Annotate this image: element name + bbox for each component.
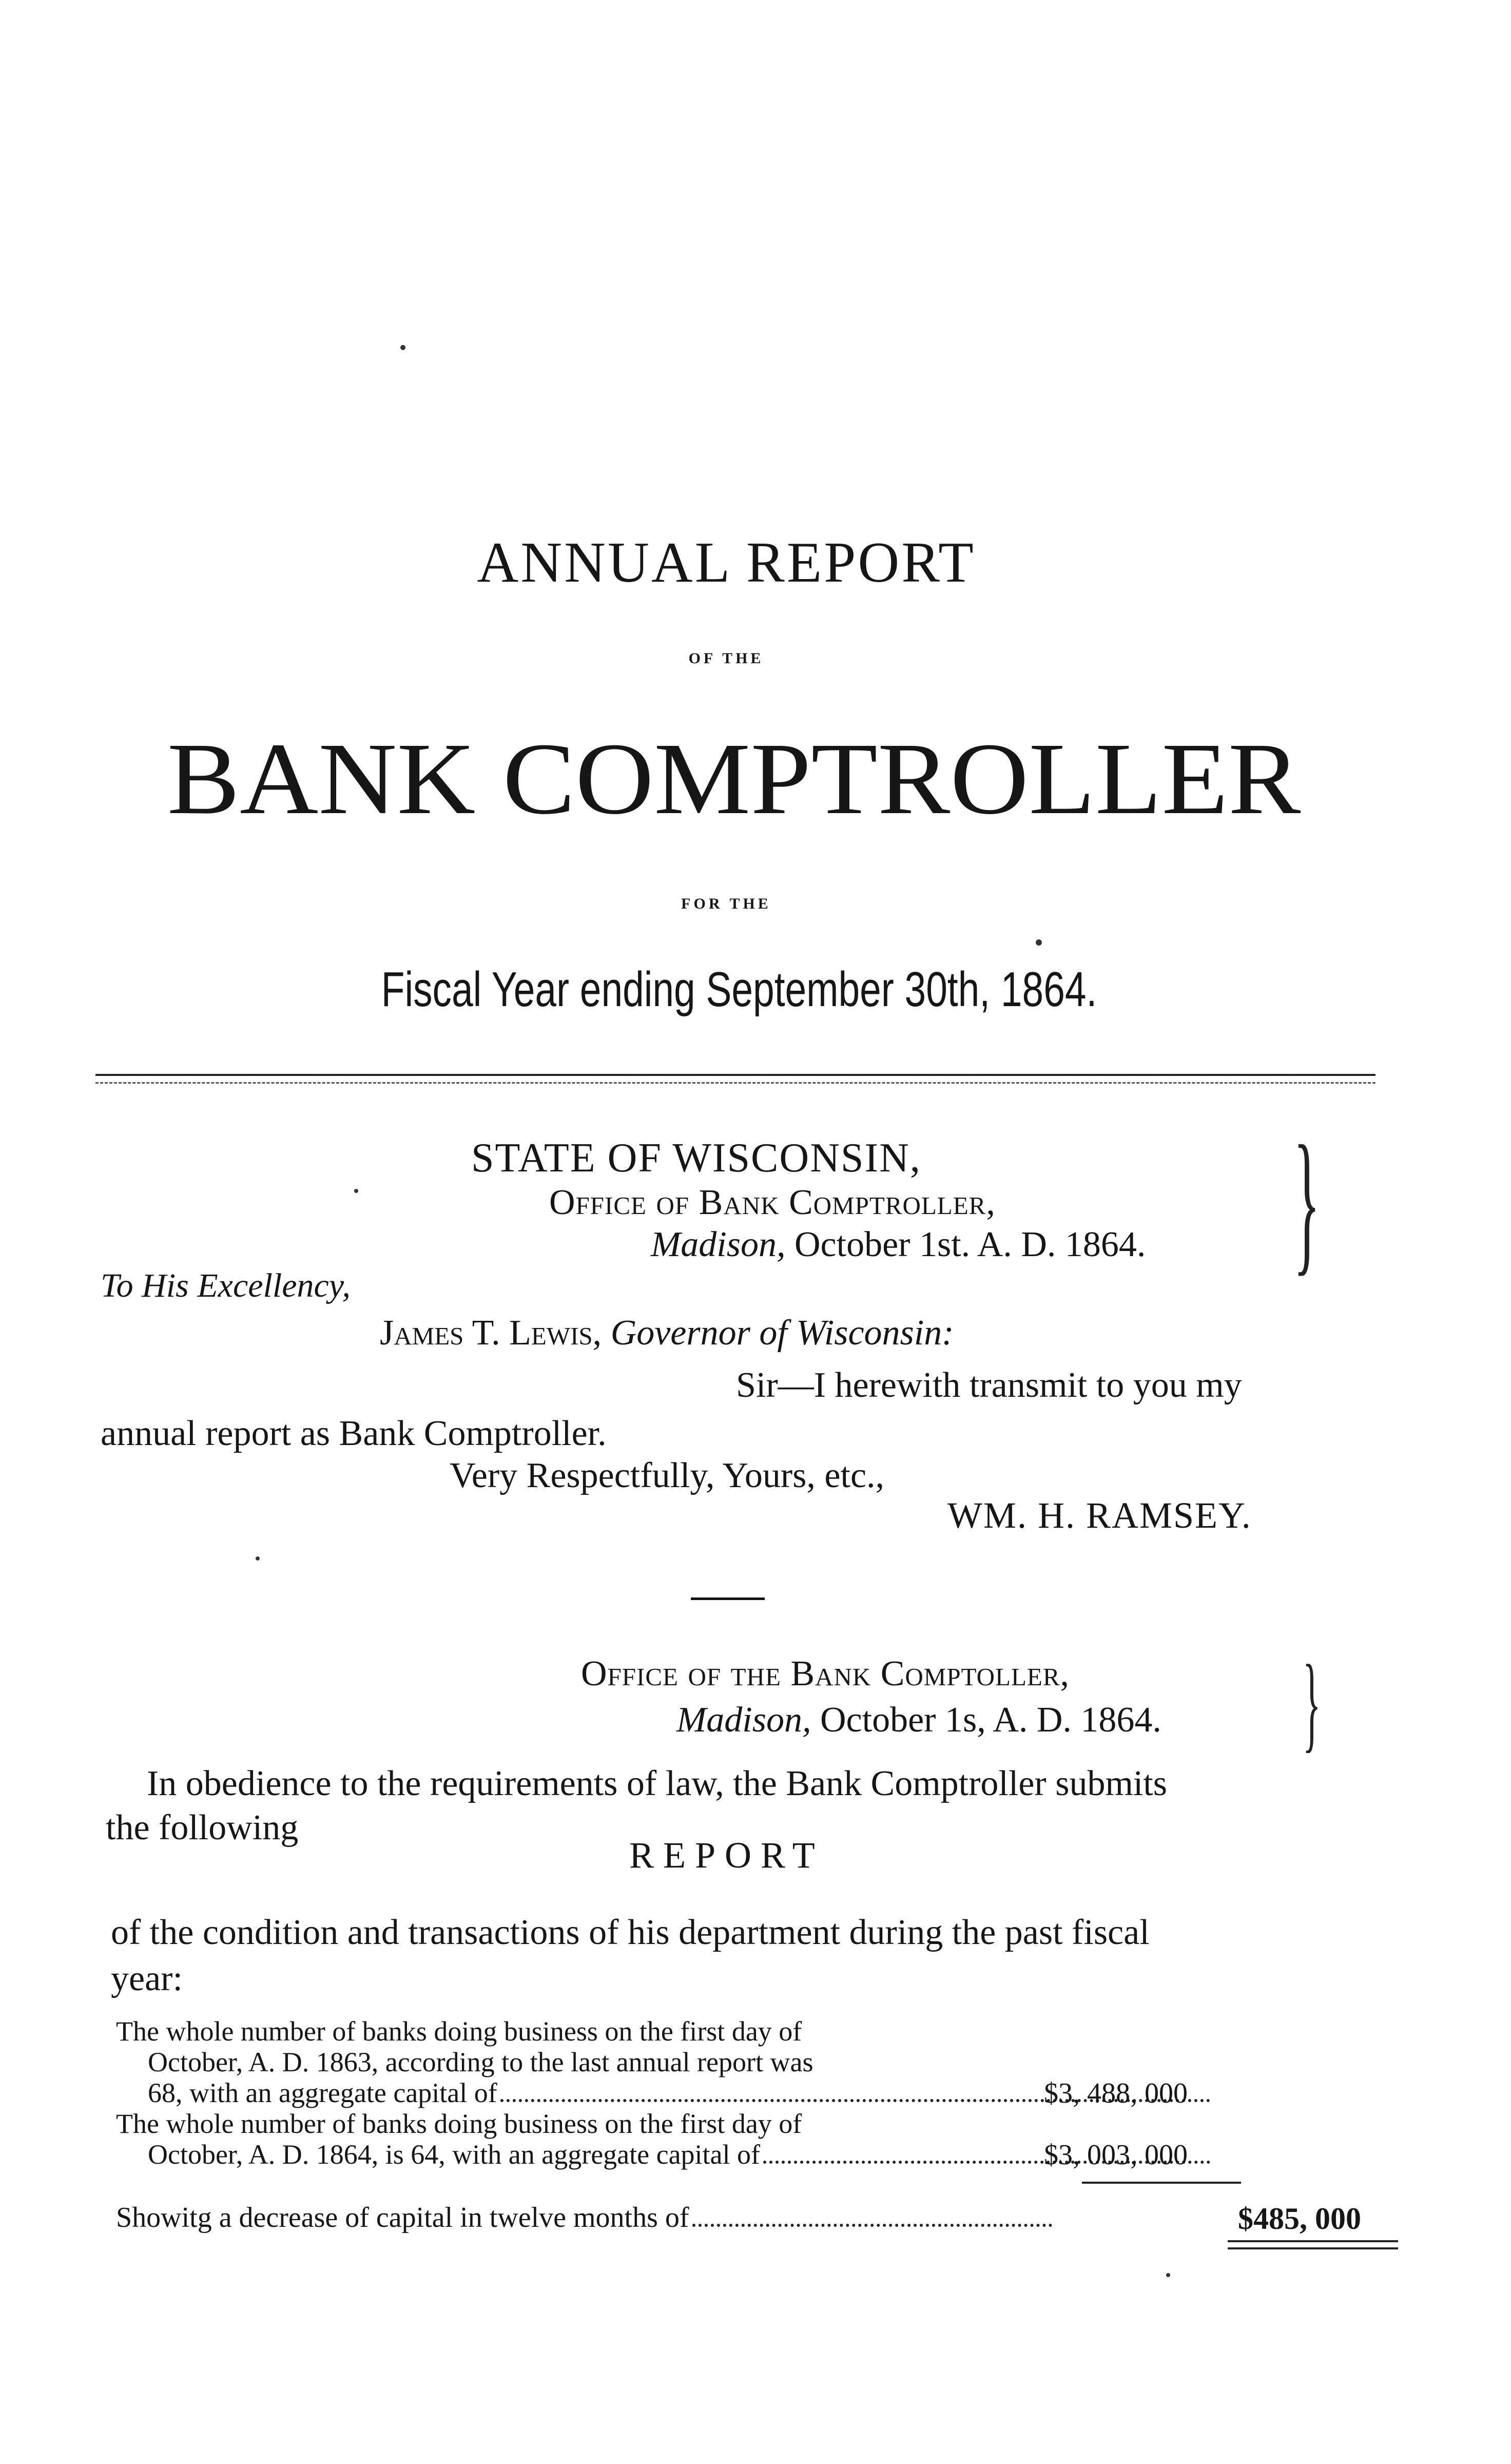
leader-dots [692,2224,1052,2227]
report-office: Office of the Bank Comptoller, [581,1654,1070,1693]
ink-dot [1036,939,1042,946]
statement-line-4: The whole number of banks doing business on the first day of [116,2108,802,2139]
amount-decrease: $485, 000 [1238,2202,1361,2236]
letter-recipient-name: James T. Lewis, [380,1313,602,1353]
section-divider [691,1597,765,1600]
report-intro-4: year: [111,1959,183,1998]
letter-date: October 1st. A. D. 1864. [795,1225,1146,1264]
title-rule-dashed [95,1082,1376,1084]
letter-salutation: To His Excellency, [101,1267,351,1304]
letter-recipient-title: Governor of Wisconsin: [610,1313,954,1353]
heading-brace: } [1293,1113,1321,1289]
title-for-the: FOR THE [681,895,771,912]
report-date: October 1s, A. D. 1864. [820,1700,1161,1740]
report-place: Madison, [676,1700,811,1740]
title-annual-report: ANNUAL REPORT [477,531,976,594]
ink-speck [1166,2273,1170,2277]
title-fiscal-year: Fiscal Year ending September 30th, 1864. [381,962,1097,1017]
letter-signature: WM. H. RAMSEY. [947,1495,1252,1536]
title-rule [95,1074,1376,1076]
report-heading: REPORT [629,1835,824,1876]
ink-speck [354,1189,358,1193]
report-place-date [676,1702,1161,1738]
ink-speck [400,345,405,350]
statement-line-6 [116,2203,1232,2232]
report-intro-3: of the condition and transactions of his department during the past fiscal [111,1913,1150,1952]
statement-line-5-text: October, A. D. 1864, is 64, with an aggregate capital of [148,2139,761,2170]
report-heading-brace: } [1303,1643,1321,1762]
total-rule-bottom [1228,2247,1398,2249]
amount-1863: $3, 488, 000 [1044,2077,1188,2109]
letter-office: Office of Bank Comptroller, [549,1183,996,1222]
letter-recipient [380,1315,954,1351]
letter-place: Madison, [651,1225,786,1264]
report-intro-2: the following [106,1808,299,1847]
statement-line-6-text: Showitg a decrease of capital in twelve months of [116,2202,689,2234]
amount-1864: $3, 003, 000 [1044,2139,1188,2171]
statement-line-2: October, A. D. 1863, according to the last annual report was [148,2047,813,2077]
statement-line-1: The whole number of banks doing business on the first day of [116,2016,802,2047]
total-rule-top [1228,2240,1398,2242]
letter-body-2: annual report as Bank Comptroller. [101,1414,607,1453]
letter-closing: Very Respectfully, Yours, etc., [450,1456,885,1495]
letter-state: STATE OF WISCONSIN, [471,1135,921,1181]
title-of-the: OF THE [688,650,764,667]
report-intro-1: In obedience to the requirements of law, the Bank Comptroller submits [147,1764,1168,1803]
title-bank-comptroller: BANK COMPTROLLER [167,722,1301,836]
ink-speck [256,1556,260,1561]
letter-place-date [651,1227,1146,1263]
subtotal-rule [1082,2182,1241,2184]
statement-line-3-text: 68, with an aggregate capital of [148,2077,497,2108]
letter-body-1: Sir—I herewith transmit to you my [736,1365,1242,1405]
